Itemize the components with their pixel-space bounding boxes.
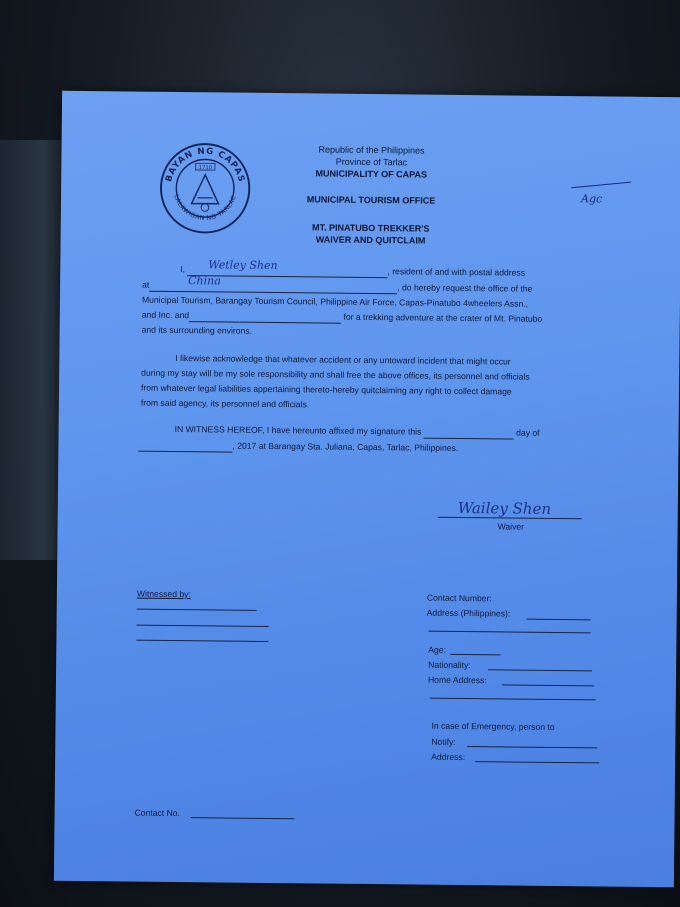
- p3-location: , 2017 at Barangay Sta. Juliana, Capas, Tarlac, Philippines.: [232, 440, 459, 453]
- handwritten-age-note: Agc: [580, 192, 603, 206]
- signature-line: [438, 517, 582, 520]
- document-title-line1: MT. PINATUBO TREKKER'S: [311, 222, 430, 234]
- notify-label: Notify:: [431, 736, 456, 747]
- p3-dayof: day of: [516, 427, 540, 438]
- home-address-line-2[interactable]: [430, 698, 596, 701]
- document-title-line2: WAIVER AND QUITCLAIM: [315, 234, 426, 246]
- handwritten-address: China: [188, 274, 221, 288]
- p1-request: , do hereby request the office of the: [397, 282, 533, 294]
- p2-line1: I likewise acknowledge that whatever accident or any untoward incident that might occur: [175, 352, 511, 367]
- day-field[interactable]: [424, 428, 514, 440]
- notify-line[interactable]: [467, 746, 597, 748]
- svg-text:LALAWIGAN NG TARLAC: LALAWIGAN NG TARLAC: [172, 193, 238, 222]
- p2-line2: during my stay will be my sole responsibility and shall free the above offices, its personnel and officials: [141, 367, 530, 382]
- nationality-label: Nationality:: [428, 659, 471, 671]
- p1-line5: and its surrounding environs.: [141, 324, 253, 336]
- p3-line2: [138, 438, 458, 455]
- contact-no-label: Contact No.: [134, 807, 181, 819]
- svg-text:1710: 1710: [198, 165, 213, 172]
- p3-text: IN WITNESS HEREOF, I have hereunto affixed my signature this: [174, 423, 422, 437]
- address-ph-label: Address (Philippines):: [426, 607, 511, 619]
- p1-line4a: and Inc. and: [141, 309, 190, 321]
- annotation-underline: [571, 182, 631, 189]
- home-address-label: Home Address:: [427, 674, 487, 686]
- signature-label: Waiver: [497, 521, 525, 532]
- p1-at: at: [142, 279, 150, 290]
- witness-line-3[interactable]: [136, 640, 268, 642]
- p2-line4: from said agency, its personnel and officials.: [140, 397, 310, 410]
- p3-line1: [175, 422, 540, 440]
- header-republic: Republic of the Philippines: [318, 144, 425, 156]
- p2-line3: from whatever legal liabilities appertaining thereto-hereby quitclaiming any right to collect damage: [140, 382, 512, 397]
- nationality-line[interactable]: [488, 669, 592, 671]
- month-field[interactable]: [138, 441, 232, 453]
- header-office: MUNICIPAL TOURISM OFFICE: [306, 194, 436, 206]
- age-line[interactable]: [450, 654, 500, 656]
- municipal-seal-icon: [157, 140, 254, 237]
- address-ph-line-2[interactable]: [429, 631, 591, 634]
- witness-line-2[interactable]: [137, 625, 269, 627]
- svg-text:BAYAN NG CAPAS: BAYAN NG CAPAS: [164, 146, 247, 184]
- header-province: Province of Tarlac: [335, 156, 408, 168]
- emergency-address-line[interactable]: [475, 761, 599, 763]
- home-address-line[interactable]: [502, 684, 594, 686]
- p1-start: I,: [180, 264, 186, 275]
- witnessed-by-label: Witnessed by:: [136, 588, 191, 600]
- handwritten-signature: Wailey Shen: [457, 498, 552, 518]
- handwritten-name: Wetley Shen: [208, 258, 278, 273]
- header-municipality: MUNICIPALITY OF CAPAS: [315, 168, 428, 180]
- contact-number-label: Contact Number:: [426, 592, 492, 604]
- company-field[interactable]: [189, 311, 341, 324]
- witness-line-1[interactable]: [137, 609, 257, 611]
- address-ph-line[interactable]: [527, 619, 591, 621]
- contact-no-line[interactable]: [191, 817, 295, 819]
- p1-line3: Municipal Tourism, Barangay Tourism Council, Philippine Air Force, Capas-Pinatubo 4wheelers Assn.,: [141, 294, 529, 309]
- p1-resident: , resident of and with postal address: [387, 266, 526, 278]
- emergency-address-label: Address:: [431, 751, 466, 763]
- age-label: Age:: [428, 644, 447, 655]
- emergency-label: In case of Emergency, person to: [431, 720, 555, 732]
- waiver-document: [54, 91, 680, 887]
- p1-line4b: for a trekking adventure at the crater of Mt. Pinatubo: [343, 311, 543, 324]
